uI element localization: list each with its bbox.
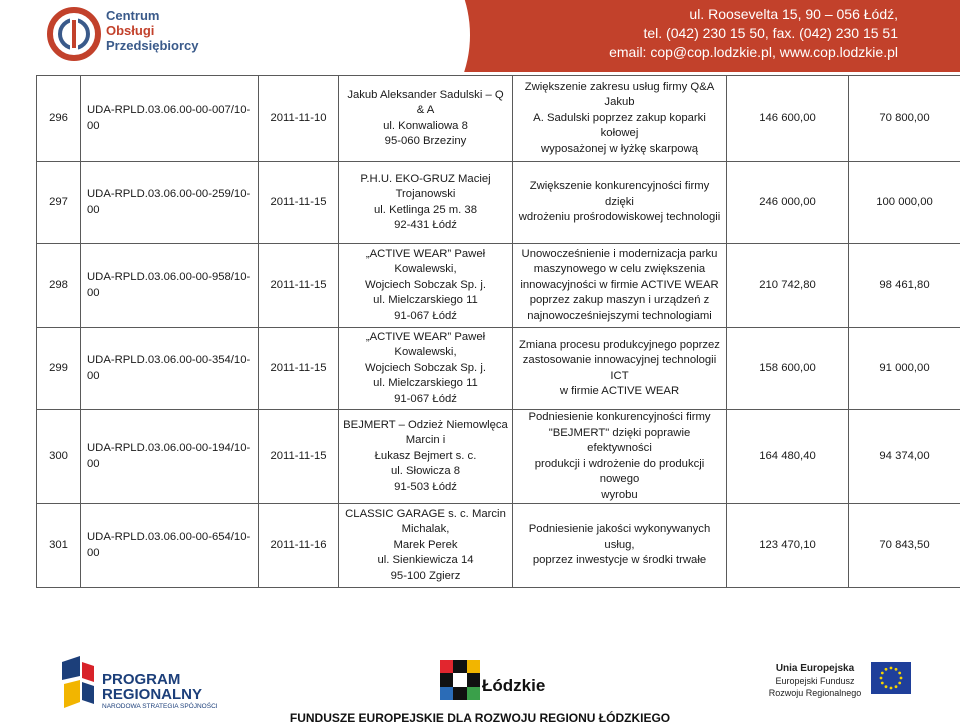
row-number-cell: 298 — [37, 244, 81, 328]
beneficiary-line: Wojciech Sobczak Sp. j. — [365, 278, 486, 291]
table-row — [37, 244, 960, 328]
page-footer — [0, 648, 960, 724]
date-cell: 2011-11-10 — [259, 76, 339, 162]
total-value-cell: 146 600,00 — [727, 76, 849, 162]
beneficiary-cell — [339, 504, 513, 588]
table-row — [37, 76, 960, 162]
date-cell: 2011-11-15 — [259, 162, 339, 244]
row-number-cell: 296 — [37, 76, 81, 162]
project-title-line: produkcji i wdrożenie do produkcji nowego — [534, 457, 705, 485]
beneficiary-cell — [339, 76, 513, 162]
beneficiary-line: 92-431 Łódź — [394, 219, 457, 231]
project-title-line: A. Sadulski poprzez zakup koparki kołowej — [533, 111, 706, 140]
table-row — [37, 410, 960, 504]
grant-value-cell: 70 800,00 — [849, 76, 960, 162]
project-title-line: poprzez zakup maszyn i urządzeń z — [529, 294, 710, 307]
project-title-cell — [513, 162, 727, 244]
beneficiary-cell — [339, 328, 513, 410]
logo-line-2: Obsługi — [106, 23, 155, 38]
agreement-code-cell: UDA-RPLD.03.06.00-00-654/10-00 — [81, 504, 259, 588]
grant-value-cell: 100 000,00 — [849, 162, 960, 244]
project-title-line: Zwiększenie zakresu usług firmy Q&A Jakub — [524, 80, 715, 109]
total-value-cell: 164 480,40 — [727, 410, 849, 504]
project-title-line: wdrożeniu prośrodowiskowej technologii — [518, 211, 721, 224]
beneficiary-line: ul. Konwaliowa 8 — [383, 119, 468, 132]
date-cell: 2011-11-15 — [259, 410, 339, 504]
beneficiary-line: ul. Mielczarskiego 11 — [373, 377, 478, 390]
lodzkie-mark-icon — [440, 660, 480, 700]
project-title-cell — [513, 328, 727, 410]
program-subtitle: NARODOWA STRATEGIA SPÓJNOŚCI — [102, 703, 218, 710]
project-title-line: "BEJMERT" dzięki poprawie efektywności — [548, 426, 691, 454]
lodzkie-label: Łódzkie — [482, 676, 546, 695]
total-value-cell: 210 742,80 — [727, 244, 849, 328]
program-title — [102, 672, 202, 702]
row-number-cell: 299 — [37, 328, 81, 410]
row-number-cell: 301 — [37, 504, 81, 588]
project-title-line: innowacyjności w firmie ACTIVE WEAR — [520, 278, 719, 291]
project-title-line: Podniesienie jakości wykonywanych usług, — [528, 523, 711, 551]
table-row — [37, 328, 960, 410]
agreement-code-cell: UDA-RPLD.03.06.00-00-354/10-00 — [81, 328, 259, 410]
logo-area — [0, 0, 300, 72]
beneficiary-line: 95-100 Zgierz — [390, 569, 461, 582]
beneficiary-cell — [339, 410, 513, 504]
project-title-line: Unowocześnienie i modernizacja parku — [521, 247, 718, 260]
project-title-line: Podniesienie konkurencyjności firmy — [528, 411, 711, 423]
date-cell: 2011-11-16 — [259, 504, 339, 588]
agreement-code-cell: UDA-RPLD.03.06.00-00-194/10-00 — [81, 410, 259, 504]
date-cell: 2011-11-15 — [259, 244, 339, 328]
project-title-line: wyrobu — [601, 488, 638, 501]
beneficiary-line: 91-067 Łódź — [394, 309, 457, 322]
cop-logo-icon — [46, 6, 102, 62]
total-value-cell: 123 470,10 — [727, 504, 849, 588]
projects-table — [36, 75, 960, 588]
total-value-cell: 246 000,00 — [727, 162, 849, 244]
grant-value-cell: 98 461,80 — [849, 244, 960, 328]
beneficiary-cell — [339, 244, 513, 328]
contact-address: ul. Roosevelta 15, 90 – 056 Łódź, — [689, 6, 898, 22]
beneficiary-line: Wojciech Sobczak Sp. j. — [365, 361, 486, 374]
beneficiary-line: CLASSIC GARAGE s. c. Marcin Michalak, — [345, 507, 506, 536]
eu-flag-icon — [871, 662, 911, 694]
contact-info — [609, 5, 898, 62]
project-title-line: najnowocześniejszymi technologiami — [527, 309, 712, 322]
grant-value-cell: 91 000,00 — [849, 328, 960, 410]
project-title-line: zastosowanie innowacyjnej technologii ICT — [522, 354, 717, 382]
program-line-1: PROGRAM — [102, 671, 181, 688]
lodzkie-logo — [440, 660, 580, 710]
project-title-cell — [513, 76, 727, 162]
project-title-cell — [513, 504, 727, 588]
beneficiary-line: ul. Mielczarskiego 11 — [373, 294, 478, 307]
beneficiary-cell — [339, 162, 513, 244]
agreement-code-cell: UDA-RPLD.03.06.00-00-958/10-00 — [81, 244, 259, 328]
logo-text — [106, 8, 199, 53]
program-line-2: REGIONALNY — [102, 686, 203, 703]
table-row — [37, 504, 960, 588]
logo-line-3: Przedsiębiorcy — [106, 38, 199, 53]
grant-value-cell: 94 374,00 — [849, 410, 960, 504]
eu-line-3: Rozwoju Regionalnego — [768, 688, 862, 698]
beneficiary-line: ul. Ketlinga 25 m. 38 — [374, 203, 477, 216]
table-body — [37, 76, 960, 588]
project-title-line: poprzez inwestycje w środki trwałe — [532, 554, 707, 567]
beneficiary-line: BEJMERT – Odzież Niemowlęca Marcin i — [343, 418, 508, 447]
table-row — [37, 162, 960, 244]
total-value-cell: 158 600,00 — [727, 328, 849, 410]
project-title-line: maszynowego w celu zwiększenia — [533, 263, 706, 276]
project-title-cell — [513, 410, 727, 504]
logo-line-1: Centrum — [106, 8, 160, 23]
row-number-cell: 297 — [37, 162, 81, 244]
project-title-line: wyposażonej w łyżkę skarpową — [541, 142, 698, 155]
agreement-code-cell: UDA-RPLD.03.06.00-00-007/10-00 — [81, 76, 259, 162]
beneficiary-line: Jakub Aleksander Sadulski – Q & A — [347, 88, 504, 116]
beneficiary-line: 95-060 Brzeziny — [384, 135, 467, 147]
program-flag-icon — [60, 656, 94, 708]
beneficiary-line: Łukasz Bejmert s. c. — [374, 449, 477, 462]
eu-line-2: Europejski Fundusz — [775, 676, 855, 686]
program-regionalny-logo — [60, 656, 290, 712]
row-number-cell: 300 — [37, 410, 81, 504]
page-header — [0, 0, 960, 72]
footer-caption: FUNDUSZE EUROPEJSKIE DLA ROZWOJU REGIONU ŁÓDZKIEGO — [289, 711, 671, 724]
agreement-code-cell: UDA-RPLD.03.06.00-00-259/10-00 — [81, 162, 259, 244]
project-title-line: Zwiększenie konkurencyjności firmy dzięki — [529, 180, 710, 208]
grant-value-cell: 70 843,50 — [849, 504, 960, 588]
beneficiary-line: „ACTIVE WEAR” Paweł Kowalewski, — [365, 247, 486, 276]
project-title-cell — [513, 244, 727, 328]
project-title-line: w firmie ACTIVE WEAR — [559, 385, 680, 397]
date-cell: 2011-11-15 — [259, 328, 339, 410]
beneficiary-line: „ACTIVE WEAR” Paweł Kowalewski, — [365, 330, 486, 359]
eu-text — [765, 663, 865, 699]
eu-logo — [765, 660, 915, 708]
contact-phone: tel. (042) 230 15 50, fax. (042) 230 15 51 — [643, 25, 898, 41]
beneficiary-line: P.H.U. EKO-GRUZ Maciej Trojanowski — [360, 172, 491, 200]
beneficiary-line: ul. Słowicza 8 — [390, 465, 461, 478]
beneficiary-line: 91-067 Łódź — [394, 392, 457, 405]
beneficiary-line: ul. Sienkiewicza 14 — [377, 554, 474, 567]
contact-email[interactable]: email: cop@cop.lodzkie.pl, www.cop.lodzkie.pl — [609, 44, 898, 60]
beneficiary-line: Marek Perek — [393, 538, 458, 551]
eu-line-1: Unia Europejska — [775, 663, 855, 674]
project-title-line: Zmiana procesu produkcyjnego poprzez — [519, 338, 720, 351]
beneficiary-line: 91-503 Łódź — [394, 480, 457, 493]
